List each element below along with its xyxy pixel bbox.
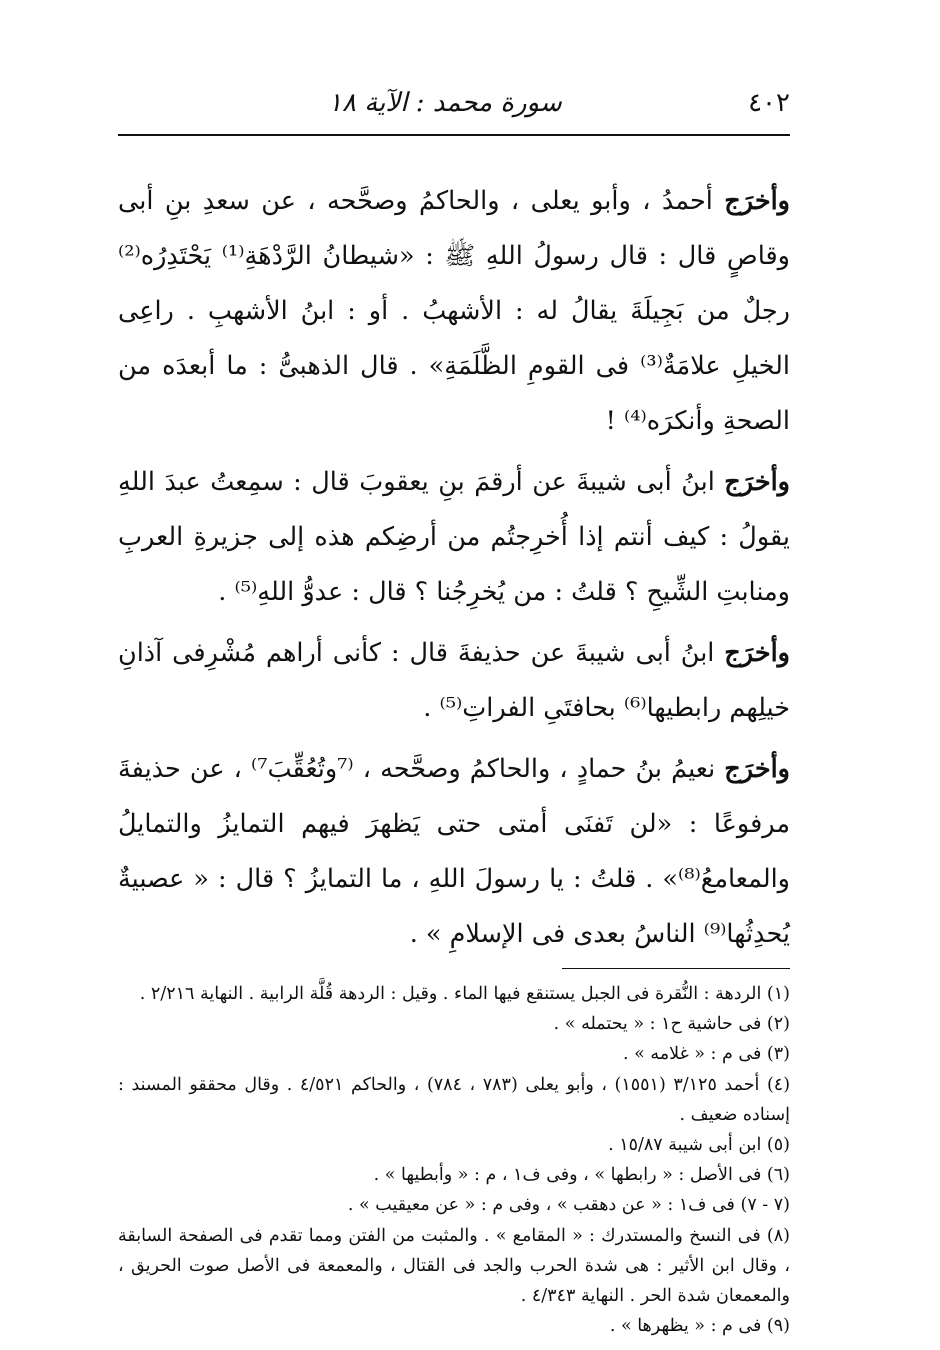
- paragraph-lead: وأخرَج: [724, 467, 790, 497]
- page-number: ٤٠٢: [748, 88, 790, 118]
- body-text: [118, 134, 790, 962]
- footnote: (٨) فى النسخ والمستدرك : « المقامع » . والمثبت من الفتن ومما تقدم فى الصفحة السابقة ، وقال ابن الأثير : هى شدة الحرب والجد فى القتال ، والمعمعة فى الأصل صوت الحريق ، والمعمعان شدة الحر . النهاية ٤/٣٤٣ .: [118, 1225, 790, 1307]
- paragraph: [118, 626, 790, 736]
- paragraph: [118, 174, 790, 449]
- paragraph-lead: وأخرَج: [724, 638, 790, 668]
- footnote: (٦) فى الأصل : « رابطها » ، وفى ف١ ، م : « وأبطيها » .: [373, 1165, 790, 1186]
- footnote: (٢) فى حاشية ح١ : « يحتمله » .: [553, 1014, 790, 1035]
- paragraph-text: نعيمُ بنُ حمادٍ ، والحاكمُ وصحَّحه ، ⁽⁷وتُعُقِّبَ⁷⁾ ، عن حذيفةَ مرفوعًا : «لن تَفنَى أمتى حتى يَظهرَ فيهم التمايزُ والتمايلُ والمعامعُ⁽⁸⁾» . قلتُ : يا رسولَ اللهِ ، ما التمايزُ ؟ قال : « عصبيةٌ يُحدِثُها⁽⁹⁾ الناسُ بعدى فى الإسلامِ » .: [118, 754, 790, 949]
- paragraph-lead: وأخرَج: [724, 186, 790, 216]
- footnotes: [118, 979, 790, 1341]
- running-title: سورة محمد : الآية ١٨: [328, 88, 562, 118]
- paragraph: [118, 742, 790, 962]
- paragraph-text: ابنُ أبى شيبةَ عن أرقمَ بنِ يعقوبَ قال : سمِعتُ عبدَ اللهِ يقولُ : كيف أنتم إذا أُخرِجتُم من أرضِكم هذه إلى جزيرةِ العربِ ومنابتِ الشِّيحِ ؟ قلتُ : من يُخرِجُنا ؟ قال : عدوُّ اللهِ⁽⁵⁾ .: [118, 467, 790, 607]
- footnote: (٧ - ٧) فى ف١ : « عن دهقب » ، وفى م : « عن معيقيب » .: [347, 1195, 790, 1216]
- paragraph: [118, 455, 790, 620]
- book-page: [118, 80, 790, 1341]
- header-rule: [118, 134, 790, 136]
- page-header: [118, 80, 790, 134]
- footnote: (٩) فى م : « يظهرها » .: [609, 1316, 790, 1337]
- footnote: (٤) أحمد ٣/١٢٥ (١٥٥١) ، وأبو يعلى (٧٨٣ ، ٧٨٤) ، والحاكم ٤/٥٢١ . وقال محققو المسند : إسناده ضعيف .: [118, 1074, 791, 1125]
- paragraph-lead: وأخرَج: [724, 754, 790, 784]
- footnote: (٣) فى م : « غلامه » .: [622, 1044, 790, 1065]
- paragraph-text: أحمدُ ، وأبو يعلى ، والحاكمُ وصحَّحه ، عن سعدِ بنِ أبى وقاصٍ قال : قال رسولُ اللهِ ﷺ : «شيطانُ الرَّدْهَةِ⁽¹⁾ يَحْتَدِرُه⁽²⁾ رجلٌ من بَجِيلَةَ يقالُ له : الأشهبُ . أو : ابنُ الأشهبِ . راعِى الخيلِ علامَةٌ⁽³⁾ فى القومِ الظَّلَمَةِ» . قال الذهبىُّ : ما أبعدَه من الصحةِ وأنكرَه⁽⁴⁾ !: [118, 186, 790, 436]
- footnote-separator: [562, 968, 790, 969]
- paragraph-text: ابنُ أبى شيبةَ عن حذيفةَ قال : كأنى أراهم مُشْرِفى آذانِ خيلِهم رابطيها⁽⁶⁾ بحافتَىِ الفراتِ⁽⁵⁾ .: [118, 638, 790, 723]
- footnote: (١) الردهة : النُّقرة فى الجبل يستنقع فيها الماء . وقيل : الردهة قُلَّة الرابية . النهاية ٢/٢١٦ .: [139, 984, 790, 1004]
- footnote: (٥) ابن أبى شيبة ١٥/٨٧ .: [608, 1135, 790, 1156]
